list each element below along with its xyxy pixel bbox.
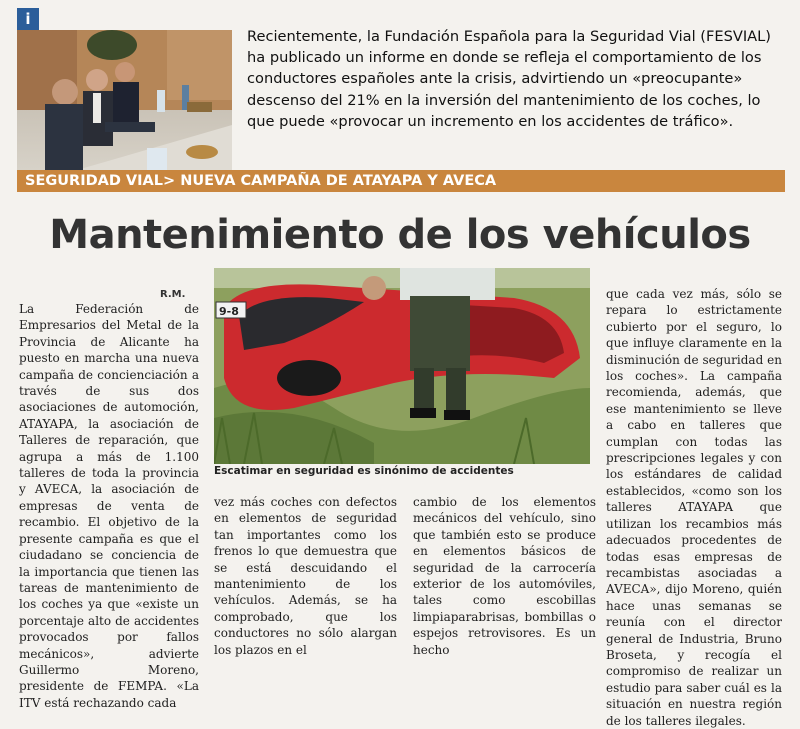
info-badge: i [17,8,39,30]
article-column-4: que cada vez más, sólo se repara lo estrictamente cubierto por el seguro, lo que influye claramente en la disminución de seguridad en los coches». La campaña recomienda, además, que ese mantenimiento se lleve a cabo en talleres que cumplan con todas las prescripciones legales y con los estándares de calidad establecidos, «como son los talleres ATAYAPA que utilizan los recambios más adecuados procedentes de todas esas empresas de recambistas asociadas a AVECA», dijo Moreno, quién hace unas semanas se reunía con el director general de Industria, Bruno Broseta, y recogía el compromiso de realizar un estudio para saber cuál es la situación en nuestra región de los talleres ilegales. [606,287,782,728]
article-column-3: cambio de los elementos mecánicos del vehículo, sino que también esto se produce en elementos básicos de seguridad de la carrocería exterior de los automóviles, tales como escobillas limpiaparabrisas, bombillas o espejos retrovisores. Es un hecho [413,495,596,657]
photo-caption: Escatimar en seguridad es sinónimo de accidentes [214,465,514,477]
section-subtitle: NUEVA CAMPAÑA DE ATAYAPA Y AVECA [180,173,497,189]
overturned-car-illustration [214,268,590,464]
section-label: SEGURIDAD VIAL> [25,173,176,189]
license-plate-text: 9-8 [219,305,239,318]
article-column-1: La Federación de Empresarios del Metal de la Provincia de Alicante ha puesto en marcha una nueva campaña de concienciación a través de sus dos asociaciones de automoción, ATAYAPA, la asociación de Talleres de reparación, que agrupa a más de 1.100 talleres de toda la provincia y AVECA, la asociación de empresas de venta de recambio. El objetivo de la presente campaña es que el ciudadano se conciencia de la importancia que tienen las tareas de mantenimiento de los coches ya que «existe un porcentaje alto de accidentes provocados por fallos mecánicos», advierte Guillermo Moreno, presidente de FEMPA. «La ITV está rechazando cada [19,302,199,710]
article-column-2: vez más coches con defectos en elementos de seguridad tan importantes como los frenos lo que demuestra que se está descuidando el mantenimiento de los vehículos. Además, se ha comprobado, que los conductores no sólo alargan los plazos en el [214,495,397,657]
section-bar [17,170,785,192]
meeting-illustration [17,30,232,170]
meeting-photo [17,30,232,170]
intro-paragraph: Recientemente, la Fundación Española para la Seguridad Vial (FESVIAL) ha publicado un informe en donde se refleja el comportamiento de los conductores españoles ante la crisis, advirtiendo un «preocupante» descenso del 21% en la inversión del mantenimiento de los coches, lo que puede «provocar un incremento en los accidentes de tráfico». [247,28,771,130]
accident-photo [214,268,590,464]
byline: R.M. [160,289,186,300]
article-headline: Mantenimiento de los vehículos [49,212,751,258]
